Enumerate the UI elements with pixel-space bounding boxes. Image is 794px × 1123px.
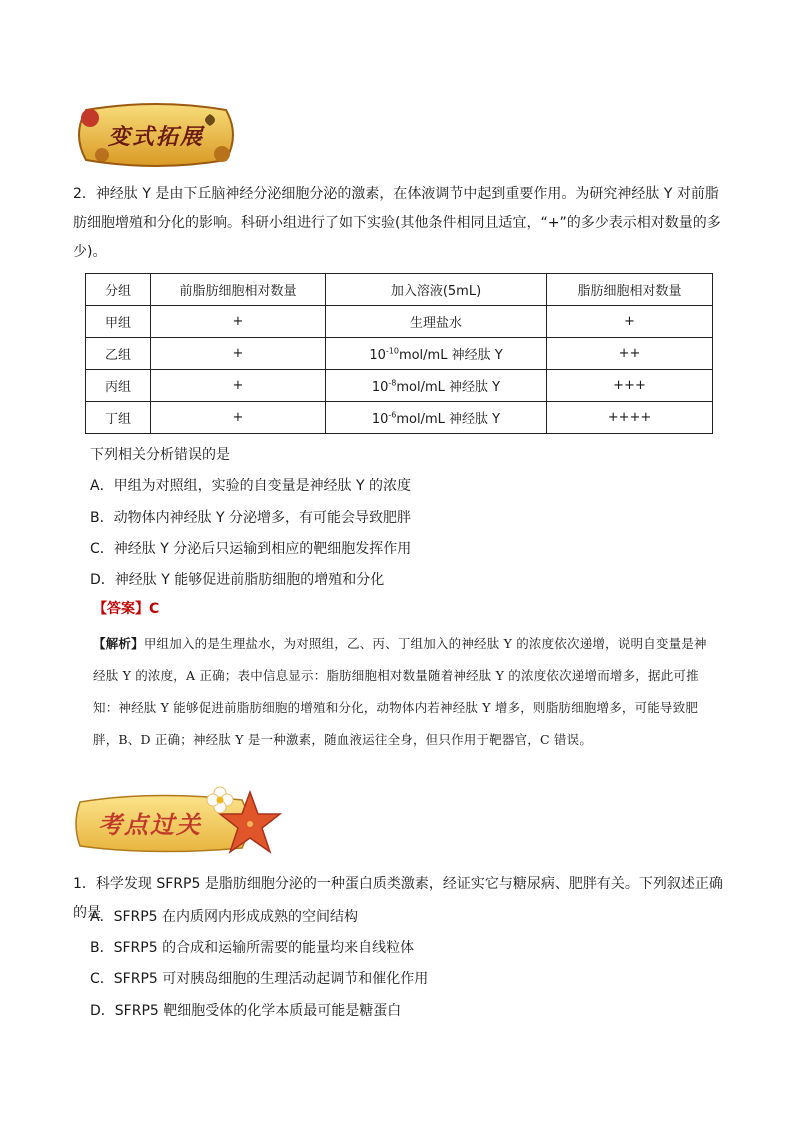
table-header: 前脂肪细胞相对数量 [151, 274, 326, 306]
table-cell-group: 甲组 [86, 306, 151, 338]
table-header: 分组 [86, 274, 151, 306]
table-row [86, 402, 713, 434]
table-header-row [86, 274, 713, 306]
table-header: 加入溶液(5mL) [326, 274, 547, 306]
banner-variant-extension [72, 100, 240, 170]
table-cell-group: 丙组 [86, 370, 151, 402]
question-2-prompt [73, 180, 723, 267]
table-header: 脂肪细胞相对数量 [547, 274, 713, 306]
banner-title: 变式拓展 [107, 123, 204, 150]
answer-tag: 【答案】 [93, 601, 149, 617]
table-cell-fat: + [547, 306, 713, 338]
question-number: 2． [73, 186, 96, 202]
table-cell-pre: + [151, 338, 326, 370]
option-c: C．神经肽 Y 分泌后只运输到相应的靶细胞发挥作用 [90, 541, 412, 557]
table-cell-solution [326, 370, 547, 402]
solution-unit: mol/mL 神经肽 Y [396, 380, 501, 395]
table-cell-fat: +++ [547, 370, 713, 402]
answer-value: C [149, 601, 160, 617]
question-stem: 下列相关分析错误的是 [90, 447, 230, 463]
table-cell-group: 乙组 [86, 338, 151, 370]
table-cell-fat: ++++ [547, 402, 713, 434]
table-row [86, 338, 713, 370]
table-cell-group: 丁组 [86, 402, 151, 434]
question-number: 1． [73, 876, 96, 892]
experiment-table [85, 273, 713, 434]
solution-exponent: -10 [385, 346, 399, 356]
solution-unit: mol/mL 神经肽 Y [398, 348, 503, 363]
table-cell-solution: 生理盐水 [326, 306, 547, 338]
table-row [86, 370, 713, 402]
analysis-block [93, 628, 719, 756]
option-a: A．甲组为对照组，实验的自变量是神经肽 Y 的浓度 [90, 478, 412, 494]
solution-exponent: -6 [388, 410, 397, 420]
table-cell-pre: + [151, 402, 326, 434]
question-text: 科学发现 SFRP5 是脂肪细胞分泌的一种蛋白质类激素，经证实它与糖尿病、肥胖有关。下列叙述正确的是 [73, 876, 723, 921]
table-cell-solution [326, 402, 547, 434]
option-b: B．动物体内神经肽 Y 分泌增多，有可能会导致肥胖 [90, 510, 412, 526]
solution-base: 10 [371, 412, 389, 427]
solution-exponent: -8 [388, 378, 397, 388]
analysis-text: 甲组加入的是生理盐水，为对照组，乙、丙、丁组加入的神经肽 Y 的浓度依次递增，说明自变量是神经肽 Y 的浓度，A 正确；表中信息显示：脂肪细胞相对数量随着神经肽 Y 的浓度依次递增而增多，据此可推知：神经肽 Y 能够促进前脂肪细胞的增殖和分化，动物体内若神经肽 Y 增多，则脂肪细胞增多，可能导致肥胖，B、D 正确；神经肽 Y 是一种激素，随血液运往全身，但只作用于靶器官，C 错误。 [93, 636, 707, 747]
table-cell-fat: ++ [547, 338, 713, 370]
answer-line [93, 598, 159, 618]
option-d: D．神经肽 Y 能够促进前脂肪细胞的增殖和分化 [90, 572, 385, 588]
table-row [86, 306, 713, 338]
option-a: A．SFRP5 在内质网内形成成熟的空间结构 [90, 909, 359, 925]
solution-unit: mol/mL 神经肽 Y [396, 412, 501, 427]
banner-checkpoint [72, 786, 284, 858]
table-cell-pre: + [151, 370, 326, 402]
option-c: C．SFRP5 可对胰岛细胞的生理活动起调节和催化作用 [90, 971, 429, 987]
option-b: B．SFRP5 的合成和运输所需要的能量均来自线粒体 [90, 940, 415, 956]
table-cell-solution [326, 338, 547, 370]
question-text: 神经肽 Y 是由下丘脑神经分泌细胞分泌的激素，在体液调节中起到重要作用。为研究神经肽 Y 对前脂肪细胞增殖和分化的影响。科研小组进行了如下实验(其他条件相同且适宜，“+”的多少表示相对数量的多少)。 [73, 186, 721, 260]
solution-base: 10 [369, 348, 386, 363]
solution-base: 10 [371, 380, 389, 395]
banner-title: 考点过关 [98, 809, 202, 839]
table-cell-pre: + [151, 306, 326, 338]
option-d: D．SFRP5 靶细胞受体的化学本质最可能是糖蛋白 [90, 1003, 402, 1019]
analysis-tag: 【解析】 [93, 636, 144, 651]
